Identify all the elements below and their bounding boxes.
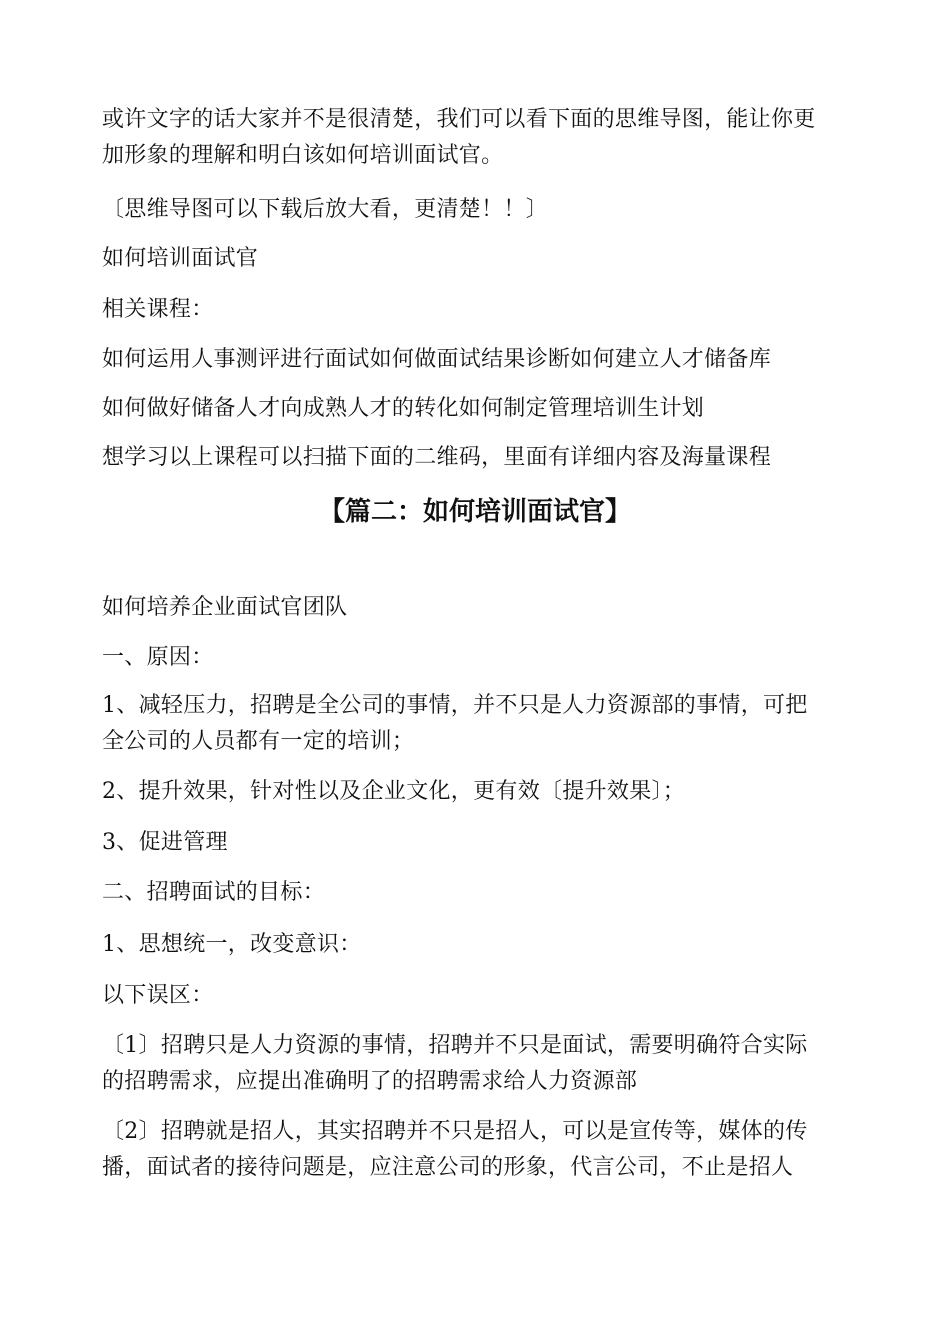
paragraph-misconception-1-line-2: 的招聘需求，应提出准确明了的招聘需求给人力资源部 — [102, 1069, 638, 1094]
paragraph-mindmap-note: 〔思维导图可以下载后放大看，更清楚！！〕 — [102, 197, 549, 222]
paragraph-qr-note: 想学习以上课程可以扫描下面的二维码，里面有详细内容及海量课程 — [102, 445, 772, 470]
paragraph-course-list-2: 如何做好储备人才向成熟人才的转化如何制定管理培训生计划 — [102, 396, 705, 421]
paragraph-intro-line-2: 加形象的理解和明白该如何培训面试官。 — [102, 143, 504, 168]
paragraph-reason-1-line-1: 1、减轻压力，招聘是全公司的事情，并不只是人力资源部的事情，可把 — [102, 693, 808, 718]
paragraph-reason-1-line-2: 全公司的人员都有一定的培训； — [102, 729, 415, 754]
paragraph-misconception-2-line-1: 〔2〕招聘就是招人，其实招聘并不只是招人，可以是宣传等，媒体的传 — [102, 1119, 808, 1144]
paragraph-intro-line-1: 或许文字的话大家并不是很清楚，我们可以看下面的思维导图，能让你更 — [102, 107, 816, 132]
paragraph-reasons-heading: 一、原因： — [102, 645, 214, 670]
paragraph-reason-2: 2、提升效果，针对性以及企业文化，更有效〔提升效果〕； — [102, 779, 686, 804]
paragraph-related-courses-label: 相关课程： — [102, 297, 214, 322]
paragraph-misconception-2-line-2: 播，面试者的接待问题是，应注意公司的形象，代言公司，不止是招人 — [102, 1155, 794, 1180]
paragraph-misconceptions-label: 以下误区： — [102, 983, 214, 1008]
paragraph-course-list-1: 如何运用人事测评进行面试如何做面试结果诊断如何建立人才储备库 — [102, 347, 772, 372]
paragraph-reason-3: 3、促进管理 — [102, 830, 228, 855]
paragraph-goal-1: 1、思想统一，改变意识： — [102, 932, 362, 957]
section-heading: 【篇二：如何培训面试官】 — [318, 497, 631, 527]
paragraph-mindmap-title: 如何培训面试官 — [102, 246, 259, 271]
paragraph-goals-heading: 二、招聘面试的目标： — [102, 880, 326, 905]
paragraph-misconception-1-line-1: 〔1〕招聘只是人力资源的事情，招聘并不只是面试，需要明确符合实际 — [102, 1033, 808, 1058]
paragraph-team-title: 如何培养企业面试官团队 — [102, 595, 348, 620]
